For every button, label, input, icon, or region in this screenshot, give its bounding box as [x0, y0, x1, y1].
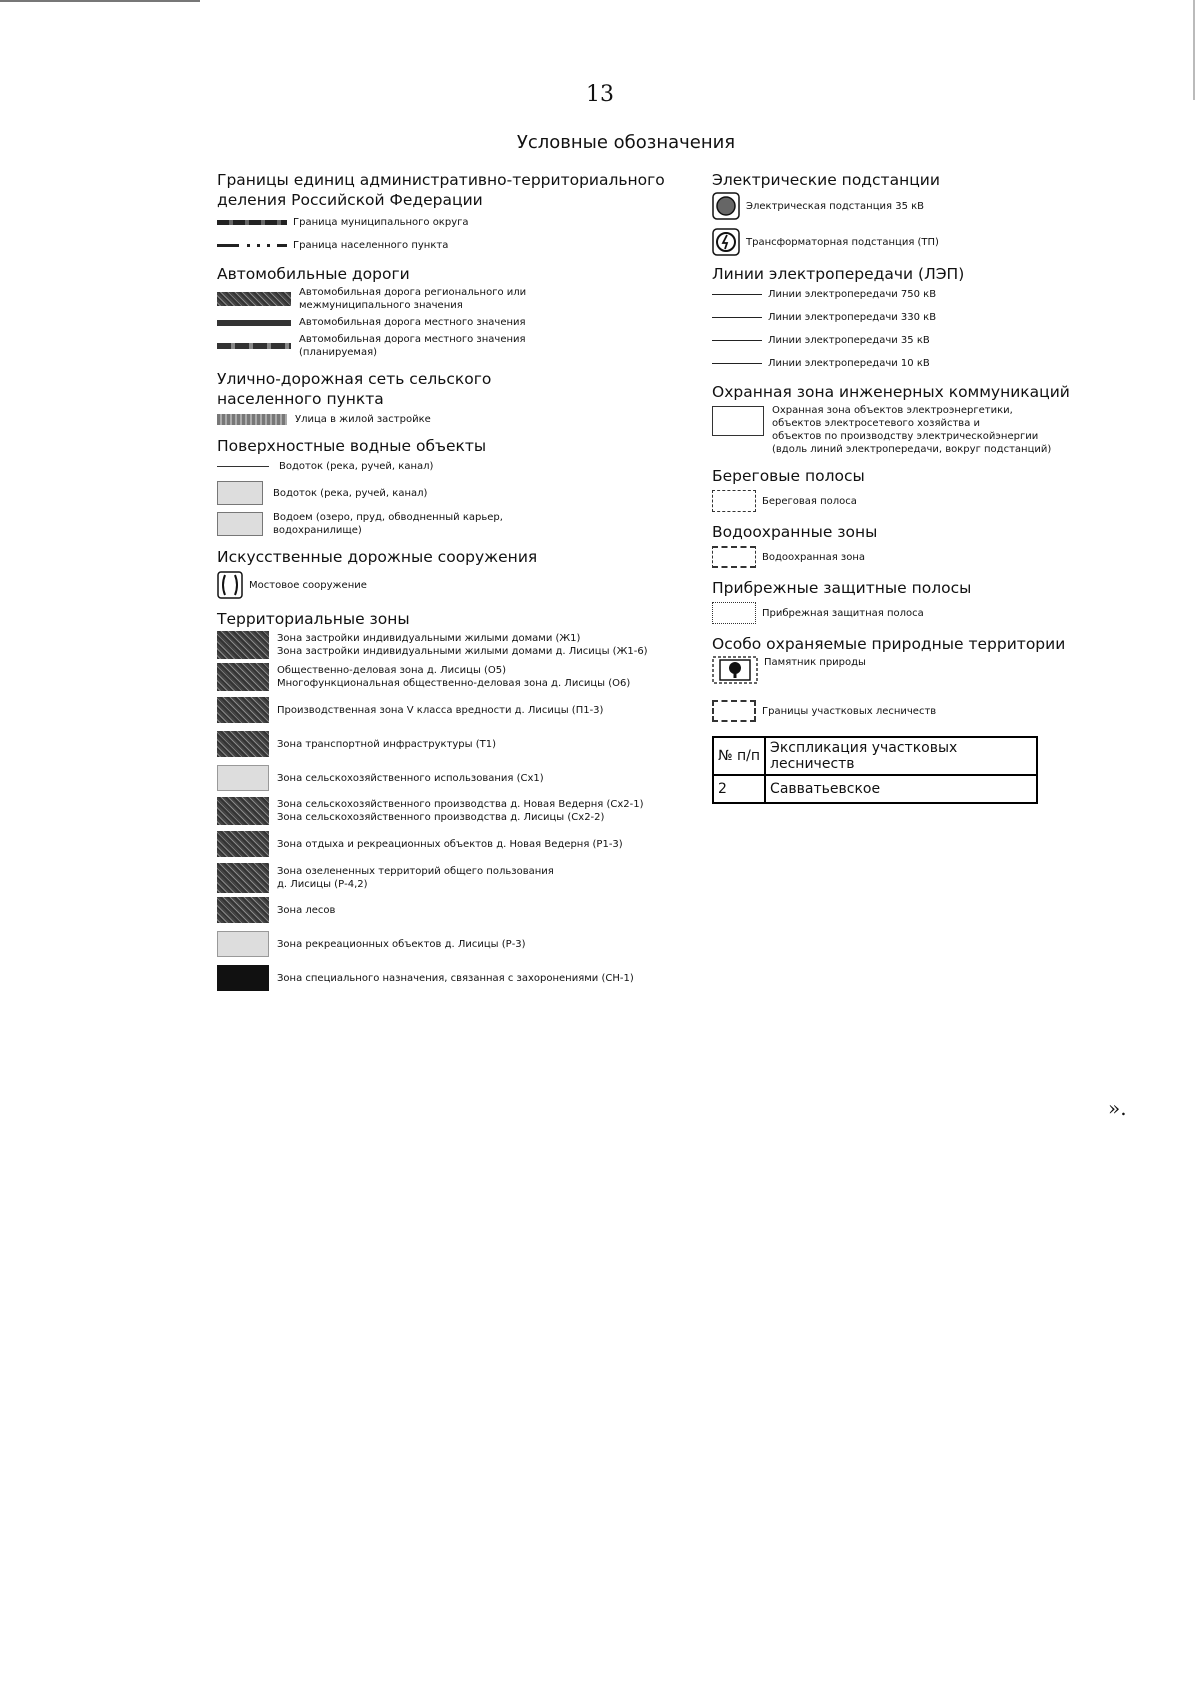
admin-heading-2: деления Российской Федерации — [217, 191, 483, 209]
legend-label-cont: (планируемая) — [299, 347, 378, 358]
settlement-border-symbol — [217, 244, 287, 247]
legend-label: Зона озелененных территорий общего пользования — [277, 866, 554, 877]
legend-label: Мостовое сооружение — [249, 579, 367, 591]
legend-label: Береговая полоса — [762, 495, 857, 507]
legend-item-residential-street — [217, 413, 687, 426]
legend-item-substation-35 — [712, 192, 1084, 220]
legend-label: Прибрежная защитная полоса — [762, 607, 924, 619]
legend-item-zone-o5 — [217, 663, 687, 691]
legend-item-nature-monument — [712, 656, 1084, 684]
legend-title: Условные обозначения — [516, 132, 736, 153]
legend-label: Электрическая подстанция 35 кВ — [746, 200, 925, 212]
legend-label-cont: (вдоль линий электропередачи, вокруг подстанций) — [772, 444, 1052, 455]
watercourse-area-symbol — [217, 481, 263, 505]
regional-road-symbol — [217, 292, 291, 306]
planned-road-symbol — [217, 343, 291, 349]
legend-label: Зона специального назначения, связанная с захоронениями (СН-1) — [277, 972, 634, 984]
page-number: 13 — [586, 82, 614, 107]
legend-item-zone-t1 — [217, 731, 687, 757]
legend-item-transformer — [712, 228, 1084, 256]
legend-item-zone-r3 — [217, 931, 687, 957]
legend-label-cont: д. Лисицы (Р-4,2) — [277, 879, 368, 890]
zone-swatch — [217, 697, 269, 723]
water-protection-symbol — [712, 546, 756, 568]
legend-right-column — [712, 170, 1084, 804]
coastal-heading: Прибрежные защитные полосы — [712, 579, 972, 597]
legend-label: Зона транспортной инфраструктуры (Т1) — [277, 738, 497, 750]
table-row — [713, 775, 1037, 803]
protection-heading: Охранная зона инженерных коммуникаций — [712, 383, 1070, 401]
power-line-symbol — [712, 340, 762, 341]
legend-item-line-35 — [712, 334, 1084, 347]
legend-label: Общественно-деловая зона д. Лисицы (О5) — [277, 665, 507, 676]
legend-item-planned-local-road — [217, 333, 687, 359]
artificial-heading: Искусственные дорожные сооружения — [217, 548, 538, 566]
legend-label: Граница муниципального округа — [293, 217, 469, 228]
legend-label: Зона отдыха и рекреационных объектов д. Новая Ведерня (Р1-3) — [277, 838, 623, 850]
legend-label: Зона застройки индивидуальными жилыми домами (Ж1) — [277, 633, 581, 644]
table-header-cell: № п/п — [713, 737, 765, 775]
water-heading: Поверхностные водные объекты — [217, 437, 487, 455]
forestry-explication-table — [712, 736, 1038, 804]
legend-item-watercourse-line — [217, 460, 687, 473]
transformer-lightning-icon — [712, 228, 740, 256]
shore-symbol — [712, 490, 756, 512]
zone-swatch — [217, 965, 269, 991]
street-symbol — [217, 414, 287, 425]
legend-label: Улица в жилой застройке — [295, 414, 431, 425]
zone-swatch — [217, 931, 269, 957]
legend-label: Зона сельскохозяйственного производства д. Новая Ведерня (Сх2-1) — [277, 799, 644, 810]
zone-swatch — [217, 631, 269, 659]
power-line-symbol — [712, 317, 762, 318]
legend-item-municipal-border — [217, 216, 687, 229]
legend-item-line-10 — [712, 357, 1084, 370]
zone-swatch — [217, 897, 269, 923]
legend-label-cont: Многофункциональная общественно-деловая зона д. Лисицы (О6) — [277, 678, 631, 689]
legend-label: Водоем (озеро, пруд, обводненный карьер, — [273, 512, 503, 523]
zone-swatch — [217, 731, 269, 757]
legend-item-zone-zh1 — [217, 631, 687, 659]
legend-label: Водоток (река, ручей, канал) — [279, 461, 434, 472]
legend-label-cont: межмуниципального значения — [299, 300, 463, 311]
legend-item-zone-sx1 — [217, 765, 687, 791]
local-road-symbol — [217, 320, 291, 326]
legend-label-cont: объектов по производству электрическойэнергии — [772, 431, 1039, 442]
legend-item-zone-p1-3 — [217, 697, 687, 723]
legend-label: Линии электропередачи 10 кВ — [768, 358, 930, 369]
table-cell: 2 — [713, 775, 765, 803]
legend-label: Памятник природы — [764, 657, 866, 668]
legend-item-zone-sx2 — [217, 797, 687, 825]
closing-quote-mark: ». — [1108, 1096, 1127, 1120]
coastal-symbol — [712, 602, 756, 624]
zone-swatch — [217, 831, 269, 857]
legend-item-bridge — [217, 571, 687, 599]
legend-label: Водоохранная зона — [762, 551, 866, 563]
power-line-symbol — [712, 294, 762, 295]
legend-label: Автомобильная дорога местного значения — [299, 317, 526, 328]
legend-item-line-330 — [712, 311, 1084, 324]
substation-icon — [712, 192, 740, 220]
zone-swatch — [217, 765, 269, 791]
legend-item-local-road — [217, 316, 687, 329]
table-header-cell: Экспликация участковых лесничеств — [765, 737, 1037, 775]
legend-item-zone-forest — [217, 897, 687, 923]
legend-label-cont: Зона застройки индивидуальными жилыми домами д. Лисицы (Ж1-6) — [277, 646, 648, 657]
legend-item-protection-zone — [712, 404, 1084, 456]
zone-swatch — [217, 663, 269, 691]
zones-heading: Территориальные зоны — [217, 610, 410, 628]
legend-label: Зона лесов — [277, 904, 336, 916]
table-header-row — [713, 737, 1037, 775]
protected-heading: Особо охраняемые природные территории — [712, 635, 1066, 653]
power-line-symbol — [712, 363, 762, 364]
streets-heading-2: населенного пункта — [217, 390, 384, 408]
legend-left-column — [217, 170, 687, 991]
legend-label: Охранная зона объектов электроэнергетики, — [772, 405, 1013, 416]
legend-label: Производственная зона V класса вредности д. Лисицы (П1-3) — [277, 704, 604, 716]
table-cell: Савватьевское — [765, 775, 1037, 803]
shore-heading: Береговые полосы — [712, 467, 865, 485]
legend-item-shore — [712, 490, 1084, 512]
legend-item-watercourse-area — [217, 481, 687, 505]
legend-item-line-750 — [712, 288, 1084, 301]
legend-label: Линии электропередачи 750 кВ — [768, 289, 937, 300]
watercourse-line-symbol — [217, 466, 269, 467]
streets-heading-1: Улично-дорожная сеть сельского — [217, 370, 492, 388]
legend-label: Зона рекреационных объектов д. Лисицы (Р-3) — [277, 938, 526, 950]
legend-label: Граница населенного пункта — [293, 240, 449, 251]
forestry-border-symbol — [712, 700, 756, 722]
legend-item-zone-sn1 — [217, 965, 687, 991]
bridge-icon — [217, 571, 243, 599]
legend-label: Линии электропередачи 330 кВ — [768, 312, 937, 323]
municipal-border-symbol — [217, 220, 287, 225]
zone-swatch — [217, 797, 269, 825]
admin-heading-1: Границы единиц административно-территориального — [217, 171, 665, 189]
water-body-symbol — [217, 512, 263, 536]
zone-swatch — [217, 863, 269, 893]
legend-item-regional-road — [217, 286, 687, 312]
legend-label: Водоток (река, ручей, канал) — [273, 487, 428, 499]
legend-item-water-protection — [712, 546, 1084, 568]
legend-label: Границы участковых лесничеств — [762, 705, 937, 717]
scan-edge-line — [0, 0, 200, 2]
legend-item-water-body — [217, 511, 687, 537]
legend-label: Трансформаторная подстанция (ТП) — [746, 236, 939, 248]
power-lines-heading: Линии электропередачи (ЛЭП) — [712, 265, 965, 283]
roads-heading: Автомобильные дороги — [217, 265, 410, 283]
legend-item-coastal — [712, 602, 1084, 624]
legend-label: Автомобильная дорога местного значения — [299, 334, 526, 345]
legend-item-zone-r4-2 — [217, 863, 687, 893]
legend-label: Зона сельскохозяйственного использования (Сх1) — [277, 772, 544, 784]
protection-zone-symbol — [712, 406, 764, 436]
legend-label-cont: водохранилище) — [273, 525, 362, 536]
tree-icon — [712, 656, 758, 684]
legend-item-zone-r1-3 — [217, 831, 687, 857]
legend-label-cont: Зона сельскохозяйственного производства д. Лисицы (Сх2-2) — [277, 812, 605, 823]
legend-item-settlement-border — [217, 239, 687, 252]
water-protection-heading: Водоохранные зоны — [712, 523, 878, 541]
legend-label-cont: объектов электросетевого хозяйства и — [772, 418, 981, 429]
legend-label: Линии электропередачи 35 кВ — [768, 335, 930, 346]
legend-label: Автомобильная дорога регионального или — [299, 287, 527, 298]
substations-heading: Электрические подстанции — [712, 171, 940, 189]
legend-item-forestry-borders — [712, 700, 1084, 722]
